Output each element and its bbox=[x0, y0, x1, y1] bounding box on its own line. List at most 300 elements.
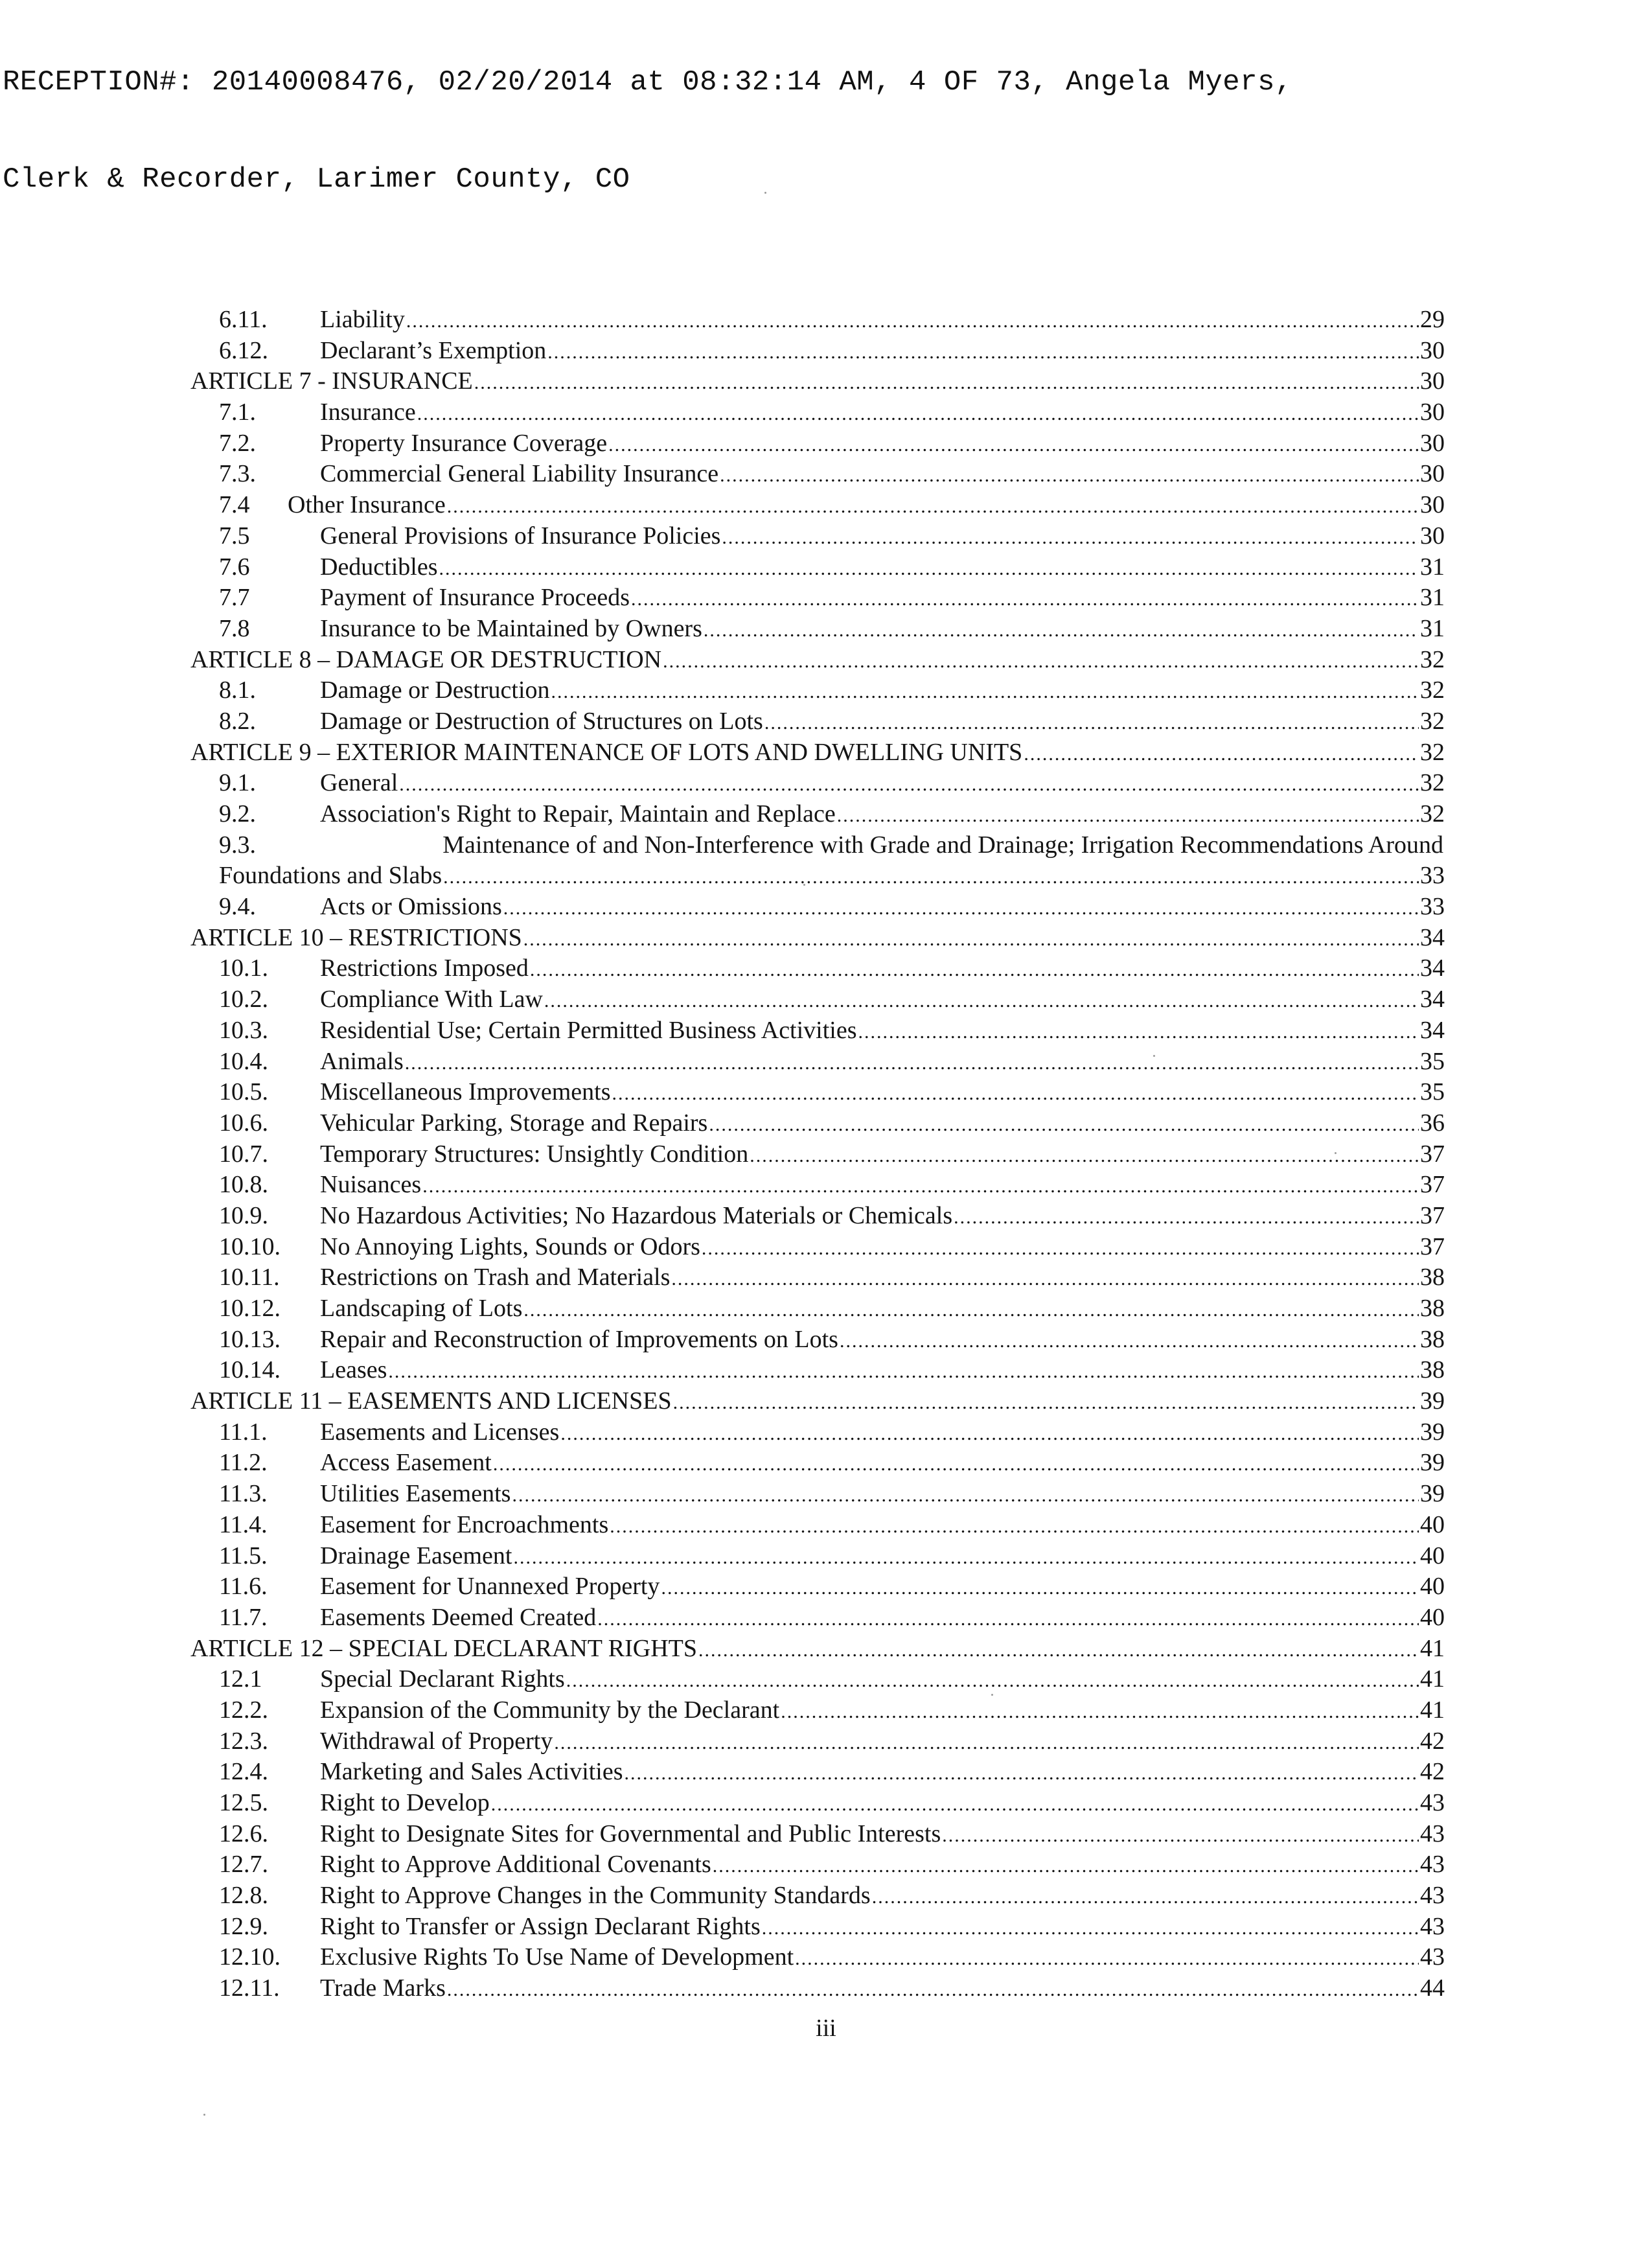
toc-entry-number: 10.3. bbox=[219, 1016, 268, 1044]
toc-entry-line bbox=[320, 1108, 1445, 1140]
toc-section-row bbox=[190, 830, 1445, 861]
toc-entry-number: 12.10. bbox=[219, 1943, 281, 1971]
toc-entry-line bbox=[320, 1448, 1445, 1480]
dot-leader bbox=[447, 1974, 1419, 2006]
toc-section-row bbox=[190, 1880, 1445, 1912]
toc-section-row bbox=[190, 706, 1445, 737]
toc-section-row bbox=[190, 1077, 1445, 1108]
toc-entry-page: 38 bbox=[1420, 1295, 1445, 1322]
toc-entry-number: 10.1. bbox=[219, 954, 268, 982]
toc-entry-title: Compliance With Law bbox=[320, 986, 543, 1013]
toc-section-row bbox=[190, 1170, 1445, 1201]
toc-entry-page: 34 bbox=[1420, 1016, 1445, 1044]
toc-entry-page: 42 bbox=[1420, 1727, 1445, 1755]
toc-entry-page: 43 bbox=[1420, 1789, 1445, 1816]
toc-entry-line bbox=[190, 737, 1445, 770]
dot-leader bbox=[447, 491, 1419, 522]
toc-section-row bbox=[190, 675, 1445, 706]
toc-entry-title: Trade Marks bbox=[320, 1974, 446, 2002]
toc-section-row bbox=[190, 1417, 1445, 1448]
dot-leader bbox=[406, 306, 1419, 337]
dot-leader bbox=[720, 460, 1419, 491]
toc-entry-number: 11.2. bbox=[219, 1449, 268, 1477]
toc-entry-number: 12.11. bbox=[219, 1974, 280, 2002]
dot-leader bbox=[612, 1078, 1419, 1109]
toc-section-row bbox=[190, 1448, 1445, 1479]
toc-entry-number: 10.2. bbox=[219, 986, 268, 1013]
dot-leader bbox=[762, 1913, 1419, 1944]
toc-entry-page: 31 bbox=[1420, 614, 1445, 642]
toc-entry-number: 12.4. bbox=[219, 1758, 268, 1786]
toc-entry-title: Restrictions on Trash and Materials bbox=[320, 1264, 671, 1291]
dot-leader bbox=[566, 1665, 1419, 1696]
toc-entry-line bbox=[320, 397, 1445, 430]
toc-section-row bbox=[190, 614, 1445, 645]
toc-section-row bbox=[190, 1324, 1445, 1356]
toc-entry-title: Declarant’s Exemption bbox=[320, 336, 547, 364]
dot-leader bbox=[713, 1851, 1419, 1882]
toc-entry-line bbox=[190, 1634, 1445, 1666]
dot-leader bbox=[544, 986, 1419, 1017]
dot-leader bbox=[764, 708, 1419, 739]
toc-entry-number: 10.8. bbox=[219, 1171, 268, 1199]
toc-entry-title: ARTICLE 11 – EASEMENTS AND LICENSES bbox=[190, 1387, 672, 1415]
toc-entry-title: Residential Use; Certain Permitted Business Activities bbox=[320, 1016, 857, 1044]
toc-entry-line bbox=[190, 1386, 1445, 1418]
toc-entry-line bbox=[320, 1232, 1445, 1264]
toc-entry-title: Liability bbox=[320, 306, 405, 333]
dot-leader bbox=[625, 1758, 1419, 1789]
toc-entry-title: ARTICLE 7 - INSURANCE bbox=[190, 367, 473, 395]
toc-entry-title: Access Easement bbox=[320, 1449, 492, 1477]
toc-entry-number: 7.1. bbox=[219, 399, 256, 426]
toc-entry-page: 30 bbox=[1420, 429, 1445, 457]
toc-entry-title: ARTICLE 8 – DAMAGE OR DESTRUCTION bbox=[190, 645, 662, 673]
toc-entry-line bbox=[320, 799, 1445, 831]
dot-leader bbox=[750, 1140, 1419, 1172]
toc-entry-title: Withdrawal of Property bbox=[320, 1727, 553, 1755]
toc-entry-line bbox=[320, 1757, 1445, 1789]
dot-leader bbox=[954, 1202, 1419, 1233]
dot-leader bbox=[439, 553, 1419, 584]
dot-leader bbox=[597, 1604, 1419, 1635]
toc-entry-number: 7.5 bbox=[219, 522, 250, 549]
toc-entry-page: 42 bbox=[1420, 1758, 1445, 1786]
toc-entry-number: 10.14. bbox=[219, 1356, 281, 1384]
toc-entry-page: 39 bbox=[1420, 1418, 1445, 1446]
toc-entry-page: 32 bbox=[1420, 738, 1445, 766]
toc-section-row bbox=[190, 1726, 1445, 1757]
dot-leader bbox=[512, 1480, 1419, 1511]
toc-entry-line bbox=[320, 1849, 1445, 1882]
toc-section-row bbox=[190, 583, 1445, 614]
toc-entry-number: 11.5. bbox=[219, 1542, 268, 1569]
toc-section-row bbox=[190, 1201, 1445, 1232]
toc-entry-title: Easements and Licenses bbox=[320, 1418, 560, 1446]
dot-leader bbox=[513, 1542, 1419, 1573]
toc-entry-number: 10.4. bbox=[219, 1047, 268, 1075]
toc-entry-page: 30 bbox=[1420, 336, 1445, 364]
toc-entry-line bbox=[320, 1510, 1445, 1542]
dot-leader bbox=[673, 1387, 1419, 1418]
toc-entry-number: 11.3. bbox=[219, 1480, 268, 1508]
toc-entry-title: Other Insurance bbox=[288, 491, 446, 519]
toc-article-row bbox=[190, 366, 1445, 397]
toc-entry-number: 12.9. bbox=[219, 1912, 268, 1940]
toc-entry-page: 44 bbox=[1420, 1974, 1445, 2002]
toc-entry-line bbox=[288, 490, 1445, 522]
toc-article-row bbox=[190, 1386, 1445, 1417]
toc-section-row bbox=[190, 1757, 1445, 1788]
toc-entry-page: 40 bbox=[1420, 1542, 1445, 1569]
dot-leader bbox=[698, 1635, 1419, 1666]
toc-section-row bbox=[190, 1788, 1445, 1819]
toc-entry-number: 7.4 bbox=[219, 491, 250, 519]
toc-entry-title: Insurance bbox=[320, 399, 416, 426]
dot-leader bbox=[554, 1728, 1419, 1759]
toc-section-row bbox=[190, 490, 1445, 521]
dot-leader bbox=[493, 1449, 1419, 1480]
table-of-contents bbox=[190, 305, 1445, 2004]
toc-entry-page: 38 bbox=[1420, 1325, 1445, 1353]
dot-leader bbox=[1024, 739, 1419, 770]
toc-entry-title: General Provisions of Insurance Policies bbox=[320, 522, 721, 549]
toc-entry-line bbox=[320, 1726, 1445, 1759]
toc-entry-line bbox=[320, 1417, 1445, 1450]
toc-entry-number: 7.2. bbox=[219, 429, 256, 457]
toc-entry-title: Nuisances bbox=[320, 1171, 422, 1199]
scan-speck bbox=[203, 2114, 205, 2116]
toc-section-row bbox=[190, 861, 1445, 892]
dot-leader bbox=[837, 800, 1419, 831]
toc-entry-title: Expansion of the Community by the Declarant bbox=[320, 1696, 780, 1724]
toc-section-row bbox=[190, 1541, 1445, 1572]
toc-entry-line bbox=[320, 768, 1445, 800]
dot-leader bbox=[523, 924, 1419, 955]
toc-section-row bbox=[190, 799, 1445, 830]
toc-entry-number: 11.6. bbox=[219, 1573, 268, 1601]
toc-entry-title: Exclusive Rights To Use Name of Development bbox=[320, 1943, 794, 1971]
toc-entry-line bbox=[320, 1355, 1445, 1387]
toc-entry-title: Animals bbox=[320, 1047, 404, 1075]
toc-entry-page: 32 bbox=[1420, 645, 1445, 673]
toc-entry-line bbox=[320, 1262, 1445, 1295]
toc-article-row bbox=[190, 1634, 1445, 1665]
toc-entry-title: Utilities Easements bbox=[320, 1480, 511, 1508]
toc-entry-number: 10.7. bbox=[219, 1140, 268, 1168]
dot-leader bbox=[942, 1820, 1419, 1851]
dot-leader bbox=[872, 1882, 1419, 1913]
toc-entry-page: 39 bbox=[1420, 1480, 1445, 1508]
toc-entry-title: Deductibles bbox=[320, 553, 438, 581]
dot-leader bbox=[663, 646, 1419, 677]
toc-section-row bbox=[190, 1571, 1445, 1602]
toc-section-row bbox=[190, 1819, 1445, 1850]
toc-entry-line bbox=[320, 953, 1445, 986]
toc-entry-line bbox=[320, 984, 1445, 1017]
scan-speck bbox=[1153, 1055, 1155, 1057]
toc-entry-page: 35 bbox=[1420, 1078, 1445, 1106]
toc-section-row bbox=[190, 305, 1445, 336]
toc-entry-line bbox=[320, 1602, 1445, 1635]
toc-section-row bbox=[190, 892, 1445, 923]
dot-leader bbox=[722, 522, 1419, 553]
toc-entry-page: 35 bbox=[1420, 1047, 1445, 1075]
dot-leader bbox=[709, 1109, 1419, 1140]
toc-entry-title: Repair and Reconstruction of Improvements on Lots bbox=[320, 1325, 838, 1353]
toc-entry-page: 30 bbox=[1420, 522, 1445, 549]
toc-entry-page: 37 bbox=[1420, 1171, 1445, 1199]
toc-entry-line bbox=[190, 645, 1445, 677]
toc-entry-title: Right to Designate Sites for Governmental and Public Interests bbox=[320, 1820, 941, 1847]
toc-entry-number: 7.3. bbox=[219, 460, 256, 488]
toc-entry-number: 9.3. bbox=[219, 831, 256, 859]
stamp-line-2: Clerk & Recorder, Larimer County, CO bbox=[3, 163, 630, 196]
toc-entry-number: 8.2. bbox=[219, 707, 256, 735]
toc-entry-title: Restrictions Imposed bbox=[320, 954, 529, 982]
toc-entry-number: 6.11. bbox=[219, 306, 268, 333]
toc-entry-title: Payment of Insurance Proceeds bbox=[320, 584, 630, 612]
toc-entry-page: 43 bbox=[1420, 1820, 1445, 1847]
toc-entry-line bbox=[190, 923, 1445, 955]
toc-entry-line bbox=[320, 1479, 1445, 1511]
toc-entry-line bbox=[320, 1170, 1445, 1202]
toc-entry-line bbox=[320, 305, 1445, 337]
toc-entry-number: 6.12. bbox=[219, 336, 268, 364]
dot-leader bbox=[608, 430, 1419, 461]
toc-entry-page: 43 bbox=[1420, 1851, 1445, 1879]
toc-entry-page: 41 bbox=[1420, 1634, 1445, 1662]
toc-entry-line bbox=[320, 1880, 1445, 1913]
toc-entry-number: 7.8 bbox=[219, 614, 250, 642]
toc-entry-page: 30 bbox=[1420, 367, 1445, 395]
toc-entry-number: 11.7. bbox=[219, 1603, 268, 1631]
toc-entry-title: Right to Develop bbox=[320, 1789, 490, 1816]
toc-entry-page: 31 bbox=[1420, 553, 1445, 581]
toc-section-row bbox=[190, 1695, 1445, 1726]
scan-speck bbox=[764, 192, 766, 194]
dot-leader bbox=[858, 1017, 1419, 1048]
toc-section-row bbox=[190, 1602, 1445, 1634]
toc-entry-number: 10.13. bbox=[219, 1325, 281, 1353]
toc-entry-line bbox=[190, 366, 1445, 399]
toc-entry-page: 40 bbox=[1420, 1603, 1445, 1631]
toc-entry-line bbox=[320, 1942, 1445, 1974]
toc-entry-title: Insurance to be Maintained by Owners bbox=[320, 614, 702, 642]
toc-section-row bbox=[190, 1293, 1445, 1324]
toc-entry-line bbox=[320, 706, 1445, 739]
toc-entry-title: Damage or Destruction bbox=[320, 676, 550, 704]
toc-entry-line bbox=[320, 1571, 1445, 1604]
toc-section-row bbox=[190, 1047, 1445, 1078]
toc-entry-title: No Hazardous Activities; No Hazardous Materials or Chemicals bbox=[320, 1201, 953, 1229]
toc-section-row bbox=[190, 1942, 1445, 1973]
toc-article-row bbox=[190, 645, 1445, 676]
toc-entry-title: Right to Approve Additional Covenants bbox=[320, 1851, 711, 1879]
toc-entry-page: 43 bbox=[1420, 1912, 1445, 1940]
toc-entry-number: 12.2. bbox=[219, 1696, 268, 1724]
toc-entry-number: 8.1. bbox=[219, 676, 256, 704]
toc-entry-line bbox=[320, 459, 1445, 491]
toc-section-row bbox=[190, 1912, 1445, 1943]
toc-entry-line bbox=[320, 1293, 1445, 1326]
toc-section-row bbox=[190, 1664, 1445, 1695]
toc-entry-line bbox=[320, 1788, 1445, 1820]
toc-entry-number: 7.6 bbox=[219, 553, 250, 581]
toc-entry-page: 34 bbox=[1420, 923, 1445, 951]
toc-entry-title: Miscellaneous Improvements bbox=[320, 1078, 611, 1106]
toc-entry-page: 37 bbox=[1420, 1232, 1445, 1260]
toc-entry-page: 34 bbox=[1420, 954, 1445, 982]
toc-entry-title: Temporary Structures: Unsightly Condition bbox=[320, 1140, 749, 1168]
stamp-line-1: RECEPTION#: 20140008476, 02/20/2014 at 08:32:14 AM, 4 OF 73, Angela Myers, bbox=[3, 66, 1292, 98]
toc-section-row bbox=[190, 1849, 1445, 1880]
toc-entry-title: Commercial General Liability Insurance bbox=[320, 460, 719, 488]
scan-speck bbox=[803, 884, 805, 886]
toc-entry-page: 32 bbox=[1420, 800, 1445, 827]
toc-entry-number: 11.1. bbox=[219, 1418, 268, 1446]
toc-entry-number: 7.7 bbox=[219, 584, 250, 612]
toc-entry-title: Drainage Easement bbox=[320, 1542, 512, 1569]
toc-entry-page: 29 bbox=[1420, 306, 1445, 333]
toc-section-row bbox=[190, 1232, 1445, 1263]
toc-entry-page: 40 bbox=[1420, 1573, 1445, 1601]
toc-entry-page: 41 bbox=[1420, 1696, 1445, 1724]
dot-leader bbox=[491, 1789, 1419, 1820]
dot-leader bbox=[661, 1573, 1419, 1604]
toc-entry-line bbox=[219, 861, 1445, 893]
dot-leader bbox=[610, 1511, 1419, 1542]
toc-entry-title: ARTICLE 10 – RESTRICTIONS bbox=[190, 923, 522, 951]
toc-entry-page: 43 bbox=[1420, 1882, 1445, 1910]
dot-leader bbox=[702, 1233, 1419, 1264]
toc-entry-page: 40 bbox=[1420, 1510, 1445, 1538]
toc-entry-title: General bbox=[320, 769, 398, 797]
dot-leader bbox=[840, 1326, 1419, 1357]
toc-entry-page: 33 bbox=[1420, 862, 1445, 890]
toc-entry-line bbox=[320, 1973, 1445, 2006]
toc-entry-number: 12.8. bbox=[219, 1882, 268, 1910]
toc-entry-number: 10.10. bbox=[219, 1232, 281, 1260]
toc-entry-page: 36 bbox=[1420, 1109, 1445, 1137]
dot-leader bbox=[388, 1356, 1419, 1387]
toc-section-row bbox=[190, 397, 1445, 428]
toc-section-row bbox=[190, 336, 1445, 367]
toc-entry-title: Association's Right to Repair, Maintain and Replace bbox=[320, 800, 836, 827]
toc-entry-title: No Annoying Lights, Sounds or Odors bbox=[320, 1232, 700, 1260]
toc-entry-line bbox=[320, 1541, 1445, 1573]
toc-section-row bbox=[190, 428, 1445, 459]
toc-section-row bbox=[190, 521, 1445, 552]
dot-leader bbox=[671, 1264, 1419, 1295]
toc-entry-title: Leases bbox=[320, 1356, 387, 1384]
toc-entry-number: 9.1. bbox=[219, 769, 256, 797]
toc-section-row bbox=[190, 1139, 1445, 1170]
toc-entry-number: 9.4. bbox=[219, 893, 256, 921]
toc-entry-title: Easement for Unannexed Property bbox=[320, 1573, 660, 1601]
toc-entry-line bbox=[320, 675, 1445, 708]
page-number: iii bbox=[816, 2015, 836, 2042]
toc-entry-title: Property Insurance Coverage bbox=[320, 429, 608, 457]
dot-leader bbox=[399, 769, 1419, 800]
toc-entry-line bbox=[320, 552, 1445, 584]
toc-entry-title: Right to Transfer or Assign Declarant Rights bbox=[320, 1912, 761, 1940]
dot-leader bbox=[523, 1295, 1419, 1326]
toc-section-row bbox=[190, 1108, 1445, 1139]
toc-entry-number: 10.11. bbox=[219, 1264, 280, 1291]
toc-entry-page: 32 bbox=[1420, 769, 1445, 797]
recording-stamp bbox=[3, 1, 1609, 228]
toc-entry-line bbox=[320, 1077, 1445, 1109]
toc-entry-page: 34 bbox=[1420, 986, 1445, 1013]
toc-entry-page: 32 bbox=[1420, 707, 1445, 735]
toc-entry-number: 12.7. bbox=[219, 1851, 268, 1879]
toc-entry-title: Right to Approve Changes in the Community Standards bbox=[320, 1882, 871, 1910]
toc-entry-line bbox=[320, 614, 1445, 646]
toc-section-row bbox=[190, 1262, 1445, 1293]
toc-article-row bbox=[190, 737, 1445, 769]
toc-entry-line bbox=[320, 521, 1445, 553]
toc-article-row bbox=[190, 923, 1445, 954]
toc-entry-title: Maintenance of and Non-Interference with Grade and Drainage; Irrigation Recommendations Around bbox=[442, 831, 1443, 859]
toc-entry-line bbox=[320, 336, 1445, 368]
toc-entry-line bbox=[320, 1139, 1445, 1172]
toc-section-row bbox=[190, 1355, 1445, 1386]
dot-leader bbox=[417, 399, 1419, 430]
toc-entry-line bbox=[320, 1015, 1445, 1048]
toc-entry-title: Easements Deemed Created bbox=[320, 1603, 597, 1631]
toc-entry-number: 10.6. bbox=[219, 1109, 268, 1137]
toc-section-row bbox=[190, 552, 1445, 583]
toc-entry-number: 12.3. bbox=[219, 1727, 268, 1755]
dot-leader bbox=[405, 1048, 1419, 1079]
dot-leader bbox=[422, 1171, 1419, 1202]
toc-entry-title: Easement for Encroachments bbox=[320, 1510, 609, 1538]
toc-entry-title: ARTICLE 12 – SPECIAL DECLARANT RIGHTS bbox=[190, 1634, 698, 1662]
toc-entry-line bbox=[320, 1324, 1445, 1357]
toc-section-row bbox=[190, 1510, 1445, 1541]
toc-section-row bbox=[190, 953, 1445, 984]
dot-leader bbox=[474, 367, 1419, 399]
toc-entry-number: 12.1 bbox=[219, 1665, 262, 1693]
toc-section-row bbox=[190, 984, 1445, 1015]
toc-entry-line bbox=[320, 892, 1445, 924]
toc-entry-number: 12.6. bbox=[219, 1820, 268, 1847]
dot-leader bbox=[560, 1418, 1419, 1450]
toc-section-row bbox=[190, 1015, 1445, 1047]
toc-entry-page: 37 bbox=[1420, 1140, 1445, 1168]
toc-section-row bbox=[190, 1479, 1445, 1510]
toc-section-row bbox=[190, 459, 1445, 490]
scan-speck bbox=[1335, 1152, 1337, 1154]
toc-entry-line bbox=[320, 1047, 1445, 1079]
toc-entry-line bbox=[320, 1695, 1445, 1728]
toc-entry-page: 33 bbox=[1420, 893, 1445, 921]
toc-entry-page: 38 bbox=[1420, 1264, 1445, 1291]
toc-entry-page: 30 bbox=[1420, 491, 1445, 519]
toc-entry-line bbox=[320, 1819, 1445, 1851]
toc-entry-number: 11.4. bbox=[219, 1510, 268, 1538]
dot-leader bbox=[781, 1696, 1419, 1728]
toc-entry-line bbox=[442, 830, 1445, 861]
toc-entry-line bbox=[320, 1912, 1445, 1944]
toc-entry-number: 12.5. bbox=[219, 1789, 268, 1816]
toc-entry-title: Marketing and Sales Activities bbox=[320, 1758, 623, 1786]
scan-speck bbox=[991, 1694, 993, 1696]
toc-entry-page: 39 bbox=[1420, 1449, 1445, 1477]
toc-entry-page: 30 bbox=[1420, 460, 1445, 488]
dot-leader bbox=[503, 893, 1419, 924]
